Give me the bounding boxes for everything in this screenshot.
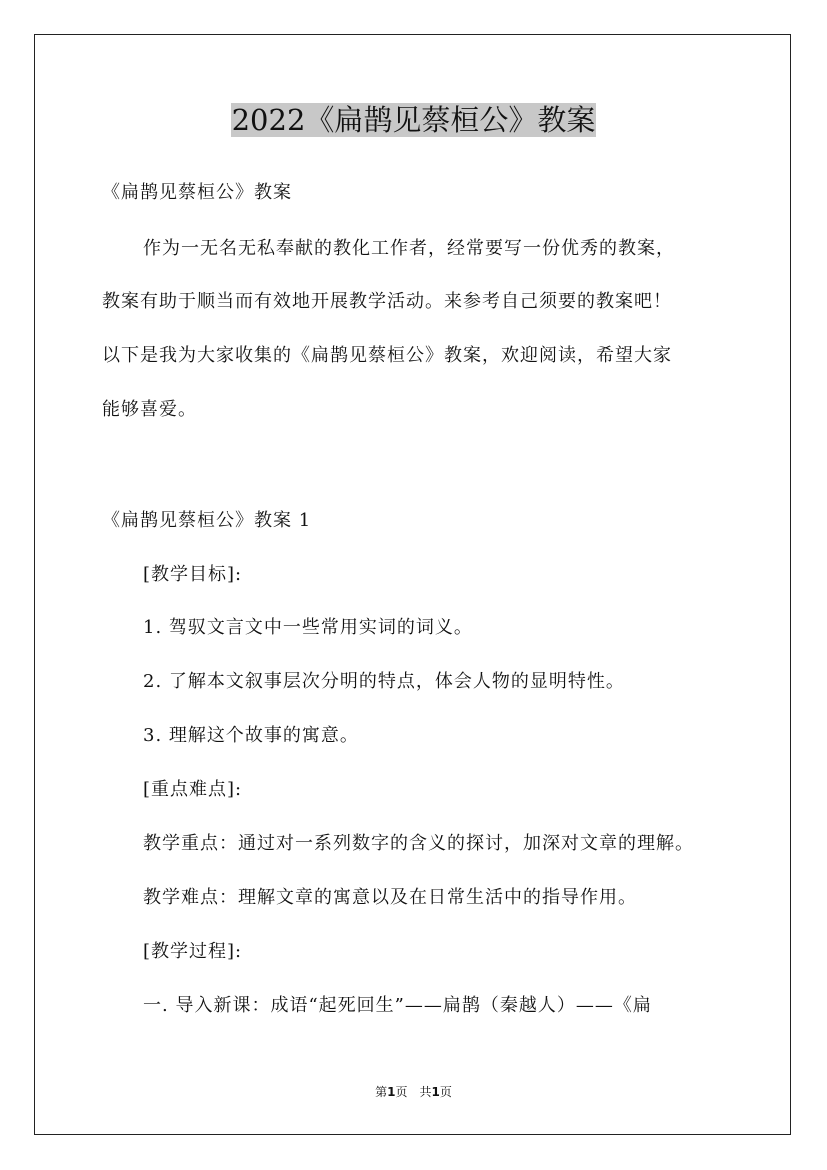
footer-page-number: 1 bbox=[387, 1085, 396, 1099]
key-point: 教学重点：通过对一系列数字的含义的探讨，加深对文章的理解。 bbox=[143, 833, 694, 854]
footer-suffix: 页 bbox=[439, 1085, 452, 1099]
goals-label: [教学目标]: bbox=[143, 564, 243, 585]
intro-line-4: 能够喜爱。 bbox=[102, 399, 197, 420]
footer-prefix: 第 bbox=[375, 1085, 388, 1099]
subtitle: 《扁鹊见蔡桓公》教案 bbox=[102, 182, 292, 203]
footer-page-total: 1 bbox=[431, 1085, 440, 1099]
footer-mid: 页 共 bbox=[395, 1085, 432, 1099]
intro-line-2: 教案有助于顺当而有效地开展教学活动。来参考自己须要的教案吧！ bbox=[102, 291, 672, 312]
goal-item-3: 3. 理解这个故事的寓意。 bbox=[143, 725, 359, 746]
goal-item-2: 2. 了解本文叙事层次分明的特点，体会人物的显明特性。 bbox=[143, 671, 625, 692]
section-heading: 《扁鹊见蔡桓公》教案 1 bbox=[102, 510, 312, 531]
intro-line-1: 作为一无名无私奉献的教化工作者，经常要写一份优秀的教案， bbox=[143, 238, 675, 259]
goal-item-1: 1. 驾驭文言文中一些常用实词的词义。 bbox=[143, 617, 473, 638]
title-text: 2022《扁鹊见蔡桓公》教案 bbox=[231, 103, 596, 137]
process-item-1: 一. 导入新课：成语“起死回生”——扁鹊（秦越人）——《扁 bbox=[143, 995, 652, 1016]
key-label: [重点难点]: bbox=[143, 779, 243, 800]
page-footer bbox=[0, 1083, 827, 1100]
difficulty-point: 教学难点：理解文章的寓意以及在日常生活中的指导作用。 bbox=[143, 887, 637, 908]
document-title bbox=[0, 98, 827, 142]
process-label: [教学过程]: bbox=[143, 941, 243, 962]
intro-line-3: 以下是我为大家收集的《扁鹊见蔡桓公》教案，欢迎阅读，希望大家 bbox=[102, 345, 672, 366]
